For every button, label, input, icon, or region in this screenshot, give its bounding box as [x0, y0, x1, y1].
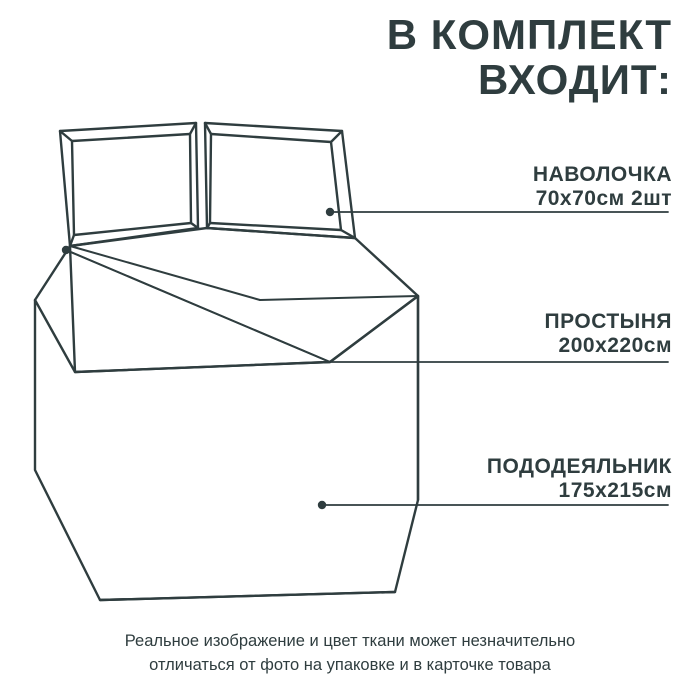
callout-sheet-size: 200х220см: [558, 333, 672, 357]
callout-duvet-size: 175х215см: [558, 478, 672, 502]
disclaimer-note: [0, 630, 700, 678]
callout-pillow: [533, 163, 672, 210]
callout-sheet: [545, 310, 672, 357]
title-line-1: В КОМПЛЕКТ: [386, 11, 672, 58]
callout-duvet-title: ПОДОДЕЯЛЬНИК: [486, 455, 672, 478]
callout-pillow-title: НАВОЛОЧКА: [532, 163, 672, 186]
callout-sheet-title: ПРОСТЫНЯ: [544, 310, 672, 333]
duvet-shape: [70, 228, 418, 372]
disclaimer-line-1: Реальное изображение и цвет ткани может незначительно: [124, 632, 576, 651]
pillow-left-shape: [60, 123, 198, 246]
callout-duvet: [487, 455, 672, 502]
mattress-edge: [100, 592, 395, 600]
callout-pillow-size: 70х70см 2шт: [535, 186, 672, 210]
title-line-2: ВХОДИТ:: [478, 56, 672, 104]
page-title: [387, 12, 672, 103]
leader-line-duvet: [318, 501, 668, 509]
fabric-creases: [66, 246, 418, 362]
pillow-right-shape: [205, 123, 355, 238]
disclaimer-line-2: отличаться от фото на упаковке и в карточке товара: [149, 656, 551, 675]
sheet-shape: [35, 246, 418, 600]
